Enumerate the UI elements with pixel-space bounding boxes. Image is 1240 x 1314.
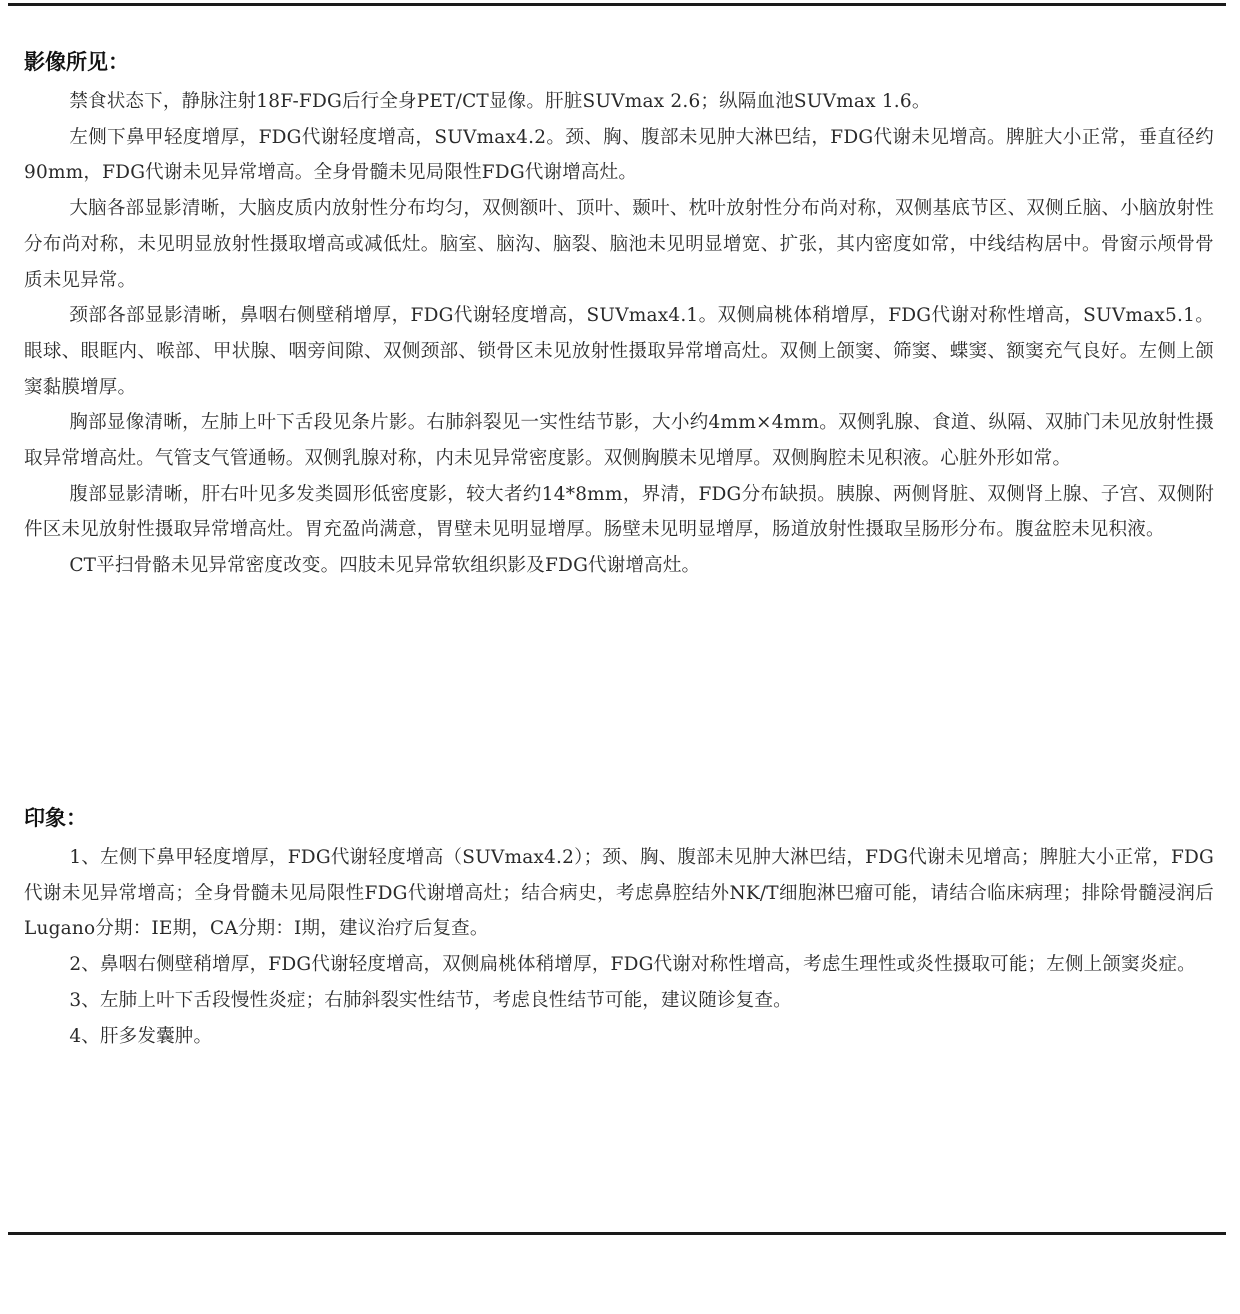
impression-section <box>24 800 1214 1054</box>
findings-paragraph: 颈部各部显影清晰，鼻咽右侧壁稍增厚，FDG代谢轻度增高，SUVmax4.1。双侧扁桃体稍增厚，FDG代谢对称性增高，SUVmax5.1。眼球、眼眶内、喉部、甲状腺、咽旁间隙、双侧颈部、锁骨区未见放射性摄取异常增高灶。双侧上颌窦、筛窦、蝶窦、额窦充气良好。左侧上颌窦黏膜增厚。 <box>24 305 1214 398</box>
findings-heading: 影像所见： <box>24 50 129 74</box>
impression-item: 2、鼻咽右侧壁稍增厚，FDG代谢轻度增高，双侧扁桃体稍增厚，FDG代谢对称性增高，考虑生理性或炎性摄取可能；左侧上颌窦炎症。 <box>69 954 1196 976</box>
impression-item: 4、肝多发囊肿。 <box>69 1025 213 1047</box>
findings-paragraph: CT平扫骨骼未见异常密度改变。四肢未见异常软组织影及FDG代谢增高灶。 <box>69 555 701 577</box>
findings-paragraph: 禁食状态下，静脉注射18F-FDG后行全身PET/CT显像。肝脏SUVmax 2.6；纵隔血池SUVmax 1.6。 <box>69 91 931 112</box>
impression-heading: 印象： <box>24 806 87 830</box>
impression-item: 1、左侧下鼻甲轻度增厚，FDG代谢轻度增高（SUVmax4.2）；颈、胸、腹部未见肿大淋巴结，FDG代谢未见增高；脾脏大小正常，FDG代谢未见异常增高；全身骨髓未见局限性FDG代谢增高灶；结合病史，考虑鼻腔结外NK/T细胞淋巴瘤可能，请结合临床病理；排除骨髓浸润后Lugano分期：IE期，CA分期：I期，建议治疗后复查。 <box>24 847 1214 940</box>
findings-paragraph: 胸部显像清晰，左肺上叶下舌段见条片影。右肺斜裂见一实性结节影，大小约4mm×4mm。双侧乳腺、食道、纵隔、双肺门未见放射性摄取异常增高灶。气管支气管通畅。双侧乳腺对称，内未见异常密度影。双侧胸膜未见增厚。双侧胸腔未见积液。心脏外形如常。 <box>24 412 1214 470</box>
findings-section <box>24 44 1214 584</box>
top-divider <box>8 3 1226 6</box>
bottom-divider <box>8 1232 1226 1235</box>
findings-paragraph: 左侧下鼻甲轻度增厚，FDG代谢轻度增高，SUVmax4.2。颈、胸、腹部未见肿大淋巴结，FDG代谢未见增高。脾脏大小正常，垂直径约90mm，FDG代谢未见异常增高。全身骨髓未见局限性FDG代谢增高灶。 <box>24 126 1214 184</box>
impression-item: 3、左肺上叶下舌段慢性炎症；右肺斜裂实性结节，考虑良性结节可能，建议随诊复查。 <box>69 989 792 1011</box>
findings-paragraph: 腹部显影清晰，肝右叶见多发类圆形低密度影，较大者约14*8mm，界清，FDG分布缺损。胰腺、两侧肾脏、双侧肾上腺、子宫、双侧附件区未见放射性摄取异常增高灶。胃充盈尚满意，胃壁未见明显增厚。肠壁未见明显增厚，肠道放射性摄取呈肠形分布。腹盆腔未见积液。 <box>24 483 1214 541</box>
findings-paragraph: 大脑各部显影清晰，大脑皮质内放射性分布均匀，双侧额叶、顶叶、颞叶、枕叶放射性分布尚对称，双侧基底节区、双侧丘脑、小脑放射性分布尚对称，未见明显放射性摄取增高或减低灶。脑室、脑沟、脑裂、脑池未见明显增宽、扩张，其内密度如常，中线结构居中。骨窗示颅骨骨质未见异常。 <box>24 198 1214 291</box>
